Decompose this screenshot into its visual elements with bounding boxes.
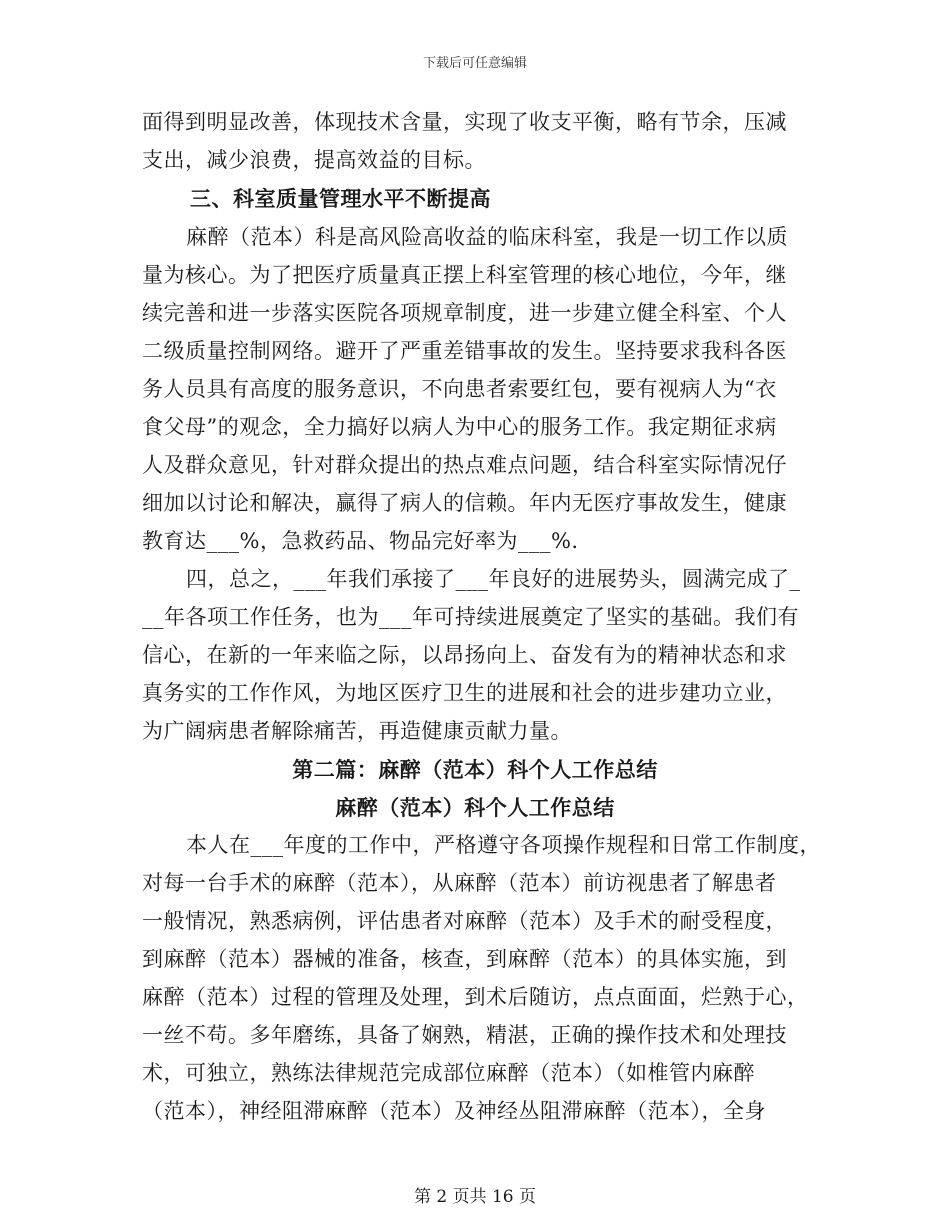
- paragraph-line: 人及群众意见，针对群众提出的热点难点问题，结合科室实际情况仔: [142, 453, 787, 477]
- paragraph-line: 到麻醉（范本）器械的准备，核查，到麻醉（范本）的具体实施，到: [142, 947, 787, 971]
- paragraph-line: 一丝不苟。多年磨练，具备了娴熟，精湛，正确的操作技术和处理技: [142, 1023, 787, 1047]
- paragraph-line: 为广阔病患者解除痛苦，再造健康贡献力量。: [142, 719, 572, 743]
- document-title: 麻醉（范本）科个人工作总结: [335, 795, 615, 820]
- paragraph-line: 麻醉（范本）科是高风险高收益的临床科室，我是一切工作以质: [186, 225, 788, 249]
- paragraph-line: 真务实的工作作风，为地区医疗卫生的进展和社会的进步建功立业，: [142, 681, 787, 705]
- chapter-title: 第二篇：麻醉（范本）科个人工作总结: [292, 757, 658, 782]
- paragraph-line: 信心，在新的一年来临之际，以昂扬向上、奋发有为的精神状态和求: [142, 643, 787, 667]
- section-heading: 三、科室质量管理水平不断提高: [190, 186, 491, 211]
- paragraph-line: 对每一台手术的麻醉（范本），从麻醉（范本）前访视患者了解患者: [142, 871, 777, 895]
- paragraph-line: 续完善和进一步落实医院各项规章制度，进一步建立健全科室、个人: [142, 301, 787, 325]
- paragraph-line: （范本），神经阻滞麻醉（范本）及神经丛阻滞麻醉（范本），全身: [142, 1099, 766, 1123]
- page-footer: 第 2 页共 16 页: [413, 1187, 537, 1207]
- paragraph-line: 支出，减少浪费，提高效益的目标。: [142, 148, 486, 172]
- paragraph-line: 面得到明显改善，体现技术含量，实现了收支平衡，略有节余，压减: [142, 110, 787, 134]
- paragraph-line: 一般情况，熟悉病例，评估患者对麻醉（范本）及手术的耐受程度，: [142, 909, 787, 933]
- paragraph-line: 量为核心。为了把医疗质量真正摆上科室管理的核心地位，今年，继: [142, 263, 787, 287]
- paragraph-line: 教育达___%，急救药品、物品完好率为___%.: [142, 529, 579, 553]
- page-header: 下载后可任意编辑: [422, 56, 527, 71]
- paragraph-line: __年各项工作任务，也为___年可持续进展奠定了坚实的基础。我们有: [142, 605, 799, 629]
- paragraph-line: 四，总之，___年我们承接了___年良好的进展势头，圆满完成了_: [186, 567, 801, 591]
- paragraph-line: 细加以讨论和解决，赢得了病人的信赖。年内无医疗事故发生，健康: [142, 491, 787, 515]
- paragraph-line: 务人员具有高度的服务意识，不向患者索要红包，要有视病人为“衣: [142, 377, 777, 401]
- paragraph-line: 食父母”的观念，全力搞好以病人为中心的服务工作。我定期征求病: [142, 415, 777, 439]
- paragraph-line: 二级质量控制网络。避开了严重差错事故的发生。坚持要求我科各医: [142, 339, 787, 363]
- paragraph-line: 术，可独立，熟练法律规范完成部位麻醉（范本）（如椎管内麻醉: [142, 1061, 755, 1085]
- paragraph-line: 本人在___年度的工作中，严格遵守各项操作规程和日常工作制度，: [186, 833, 821, 857]
- paragraph-line: 麻醉（范本）过程的管理及处理，到术后随访，点点面面，烂熟于心，: [142, 985, 809, 1009]
